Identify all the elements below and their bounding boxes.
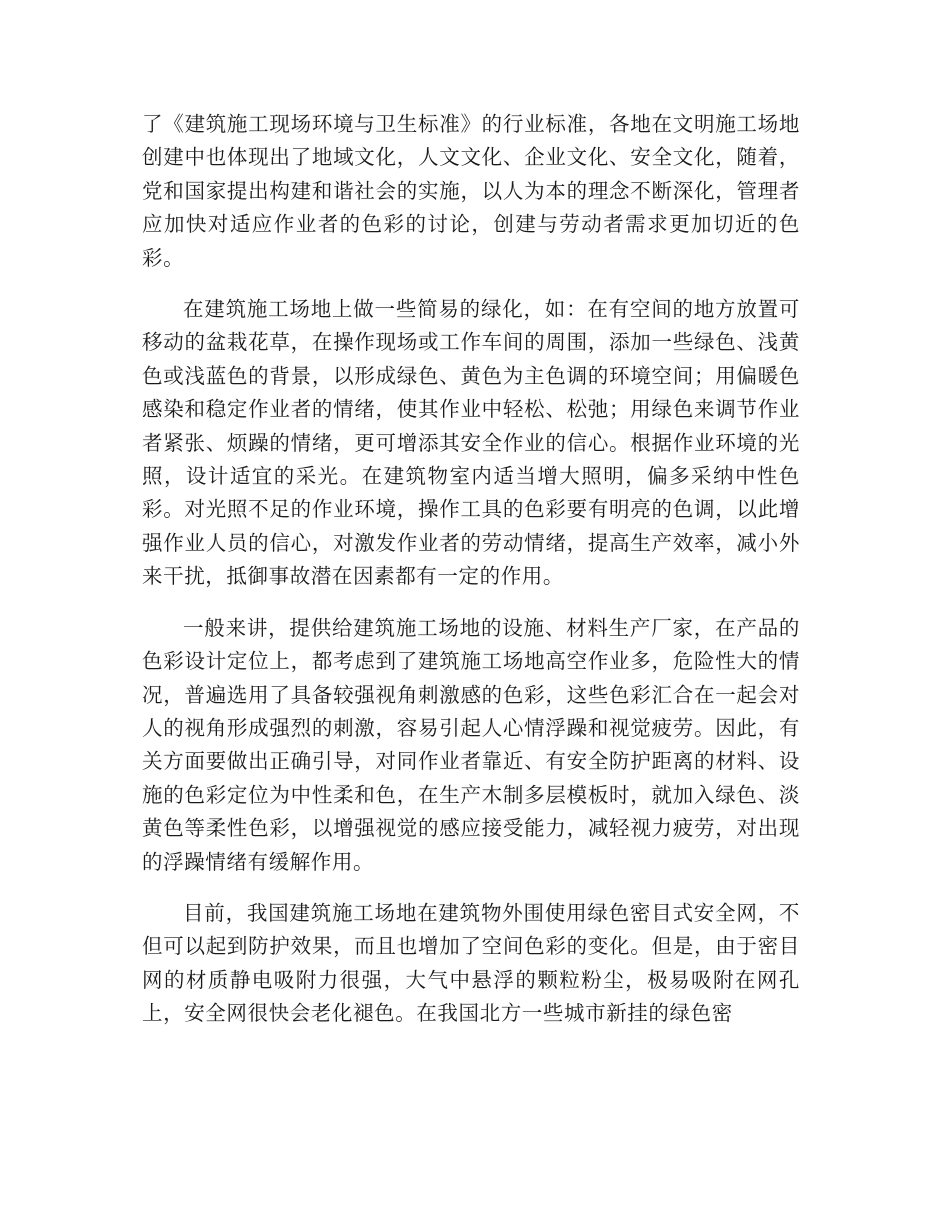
paragraph-1: 了《建筑施工现场环境与卫生标准》的行业标准，各地在文明施工场地创建中也体现出了地域文化，人文文化、企业文化、安全文化，随着，党和国家提出构建和谐社会的实施，以人为本的理念不断深化，管理者应加快对适应作业者的色彩的讨论，创建与劳动者需求更加切近的色彩。 [142,112,800,270]
document-page [142,108,800,1049]
paragraph-4: 目前，我国建筑施工场地在建筑物外围使用绿色密目式安全网，不但可以起到防护效果，而且也增加了空间色彩的变化。但是，由于密目网的材质静电吸附力很强，大气中悬浮的颗粒粉尘，极易吸附在网孔上，安全网很快会老化褪色。在我国北方一些城市新挂的绿色密 [142,900,800,1026]
paragraph-2: 在建筑施工场地上做一些简易的绿化，如：在有空间的地方放置可移动的盆栽花草，在操作现场或工作车间的周围，添加一些绿色、浅黄色或浅蓝色的背景，以形成绿色、黄色为主色调的环境空间；用偏暖色感染和稳定作业者的情绪，使其作业中轻松、松弛；用绿色来调节作业者紧张、烦躁的情绪，更可增添其安全作业的信心。根据作业环境的光照，设计适宜的采光。在建筑物室内适当增大照明，偏多采纳中性色彩。对光照不足的作业环境，操作工具的色彩要有明亮的色调，以此增强作业人员的信心，对激发作业者的劳动情绪，提高生产效率，减小外来干扰，抵御事故潜在因素都有一定的作用。 [142,297,800,589]
paragraph-3: 一般来讲，提供给建筑施工场地的设施、材料生产厂家，在产品的色彩设计定位上，都考虑到了建筑施工场地高空作业多，危险性大的情况，普遍选用了具备较强视角刺激感的色彩，这些色彩汇合在一起会对人的视角形成强烈的刺激，容易引起人心情浮躁和视觉疲劳。因此，有关方面要做出正确引导，对同作业者靠近、有安全防护距离的材料、设施的色彩定位为中性柔和色，在生产木制多层模板时，就加入绿色、淡黄色等柔性色彩，以增强视觉的感应接受能力，减轻视力疲劳，对出现的浮躁情绪有缓解作用。 [142,615,800,874]
